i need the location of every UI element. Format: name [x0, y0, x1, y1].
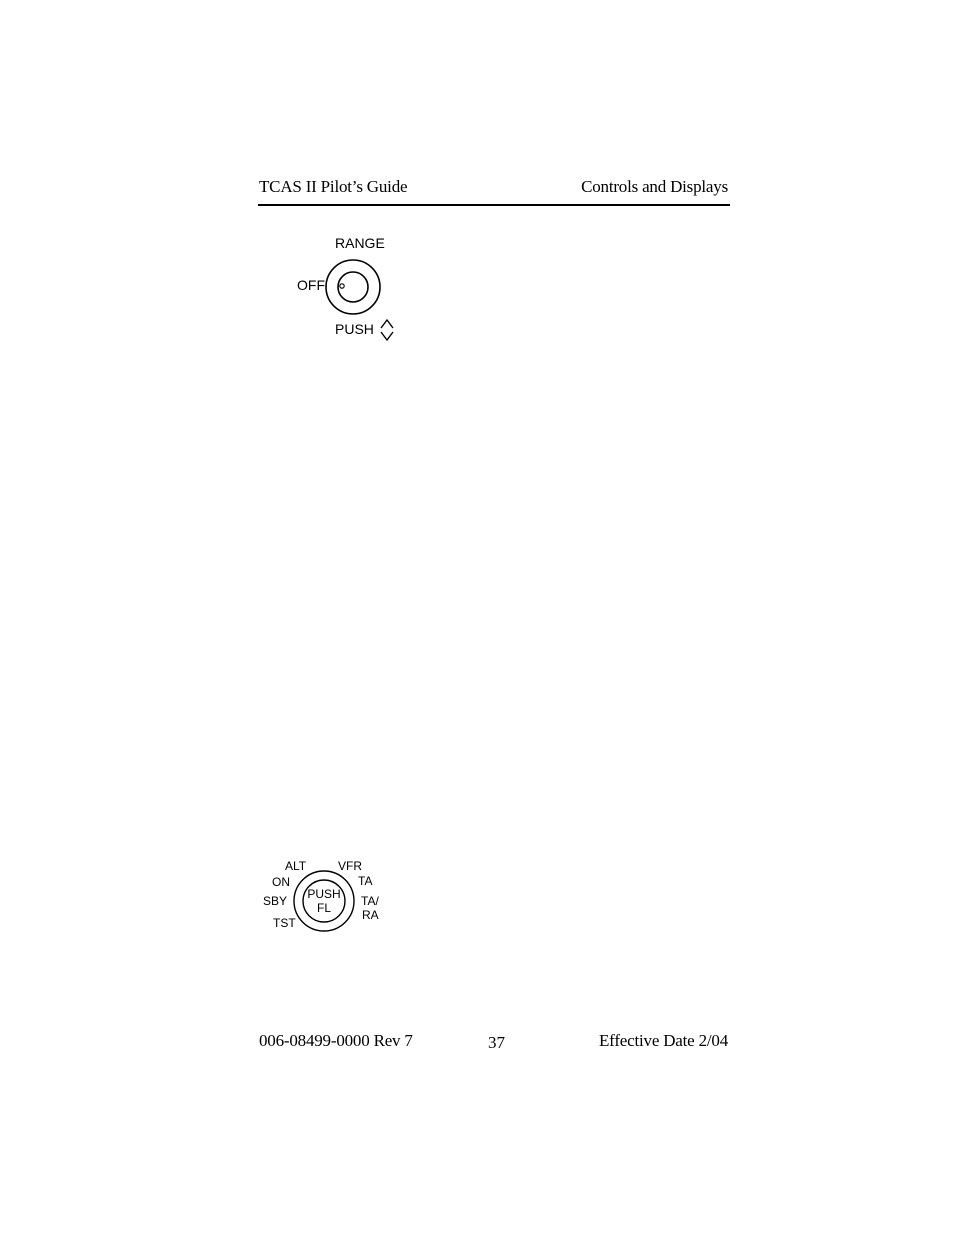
- range-knob-figure: [290, 230, 410, 350]
- ta-ra-label-line1: TA/: [361, 894, 379, 908]
- footer-doc-number: 006-08499-0000 Rev 7: [259, 1031, 413, 1050]
- range-knob-outer-ring: [326, 260, 380, 314]
- footer-effective-date: Effective Date 2/04: [599, 1031, 728, 1050]
- alt-label: ALT: [285, 859, 307, 873]
- on-label: ON: [272, 875, 290, 889]
- push-label: PUSH: [335, 321, 374, 337]
- header-section: Controls and Displays: [581, 177, 728, 196]
- tst-label: TST: [273, 916, 296, 930]
- mode-knob-center-fl: FL: [316, 901, 332, 915]
- ta-label: TA: [358, 874, 373, 888]
- mode-knob-center-push: PUSH: [307, 887, 341, 901]
- range-knob-inner-ring: [338, 272, 368, 302]
- off-label: OFF: [297, 277, 325, 293]
- ta-ra-label-line2: RA: [362, 908, 379, 922]
- header-divider: [258, 204, 730, 206]
- up-down-arrow-icon: [381, 320, 393, 340]
- range-label: RANGE: [335, 235, 385, 251]
- page-number: 37: [488, 1033, 505, 1052]
- header-title: TCAS II Pilot’s Guide: [259, 177, 408, 196]
- mode-knob-figure: [258, 852, 388, 942]
- sby-label: SBY: [263, 894, 288, 908]
- range-knob-indicator-dot: [340, 284, 344, 288]
- vfr-label: VFR: [338, 859, 362, 873]
